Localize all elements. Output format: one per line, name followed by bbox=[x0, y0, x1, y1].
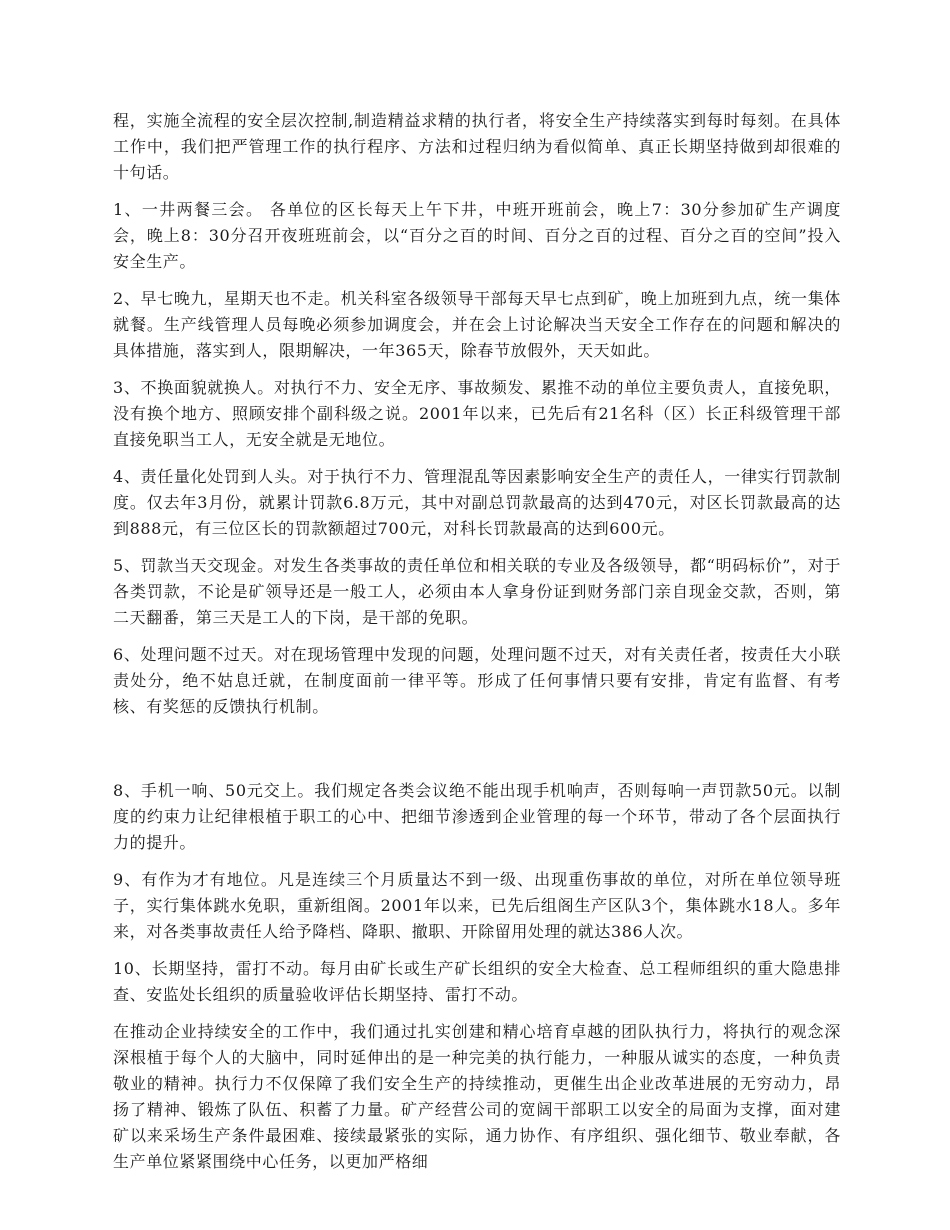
item-6-paragraph: 6、处理问题不过天。对在现场管理中发现的问题，处理问题不过天，对有关责任者，按责任大小联责处分，绝不姑息迁就，在制度面前一律平等。形成了任何事情只要有安排，肯定有监督、有考核、有奖惩的反馈执行机制。 bbox=[113, 645, 841, 716]
item-10-paragraph: 10、长期坚持，雷打不动。每月由矿长或生产矿长组织的安全大检查、总工程师组织的重大隐患排查、安监处长组织的质量验收评估长期坚持、雷打不动。 bbox=[113, 959, 841, 1004]
document-page bbox=[113, 108, 841, 1186]
item-2-paragraph: 2、早七晚九，星期天也不走。机关科室各级领导干部每天早七点到矿，晚上加班到九点，统一集体就餐。生产线管理人员每晚必须参加调度会，并在会上讨论解决当天安全工作存在的问题和解决的具体措施，落实到人，限期解决，一年365天，除春节放假外，天天如此。 bbox=[113, 289, 841, 360]
item-9-paragraph: 9、有作为才有地位。凡是连续三个月质量达不到一级、出现重伤事故的单位，对所在单位领导班子，实行集体跳水免职，重新组阁。2001年以来，已先后组阁生产区队3个，集体跳水18人。多年来，对各类事故责任人给予降档、降职、撤职、开除留用处理的就达386人次。 bbox=[113, 870, 841, 941]
item-3-paragraph: 3、不换面貌就换人。对执行不力、安全无序、事故频发、累推不动的单位主要负责人，直接免职，没有换个地方、照顾安排个副科级之说。2001年以来，已先后有21名科（区）长正科级管理干部直接免职当工人，无安全就是无地位。 bbox=[113, 378, 841, 449]
blank-gap bbox=[113, 731, 841, 778]
intro-paragraph: 程，实施全流程的安全层次控制,制造精益求精的执行者，将安全生产持续落实到每时每刻。在具体工作中，我们把严管理工作的执行程序、方法和过程归纳为看似简单、真正长期坚持做到却很难的十句话。 bbox=[113, 111, 841, 182]
item-4-paragraph: 4、责任量化处罚到人头。对于执行不力、管理混乱等因素影响安全生产的责任人，一律实行罚款制度。仅去年3月份，就累计罚款6.8万元，其中对副总罚款最高的达到470元，对区长罚款最高的达到888元，有三位区长的罚款额超过700元，对科长罚款最高的达到600元。 bbox=[113, 467, 841, 538]
item-1-paragraph: 1、一井两餐三会。 各单位的区长每天上午下井，中班开班前会，晚上7：30分参加矿生产调度会，晚上8：30分召开夜班班前会，以“百分之百的时间、百分之百的过程、百分之百的空间”投入安全生产。 bbox=[113, 200, 841, 271]
item-8-paragraph: 8、手机一响、50元交上。我们规定各类会议绝不能出现手机响声，否则每响一声罚款50元。以制度的约束力让纪律根植于职工的心中、把细节渗透到企业管理的每一个环节，带动了各个层面执行力的提升。 bbox=[113, 781, 841, 852]
item-5-paragraph: 5、罚款当天交现金。对发生各类事故的责任单位和相关联的专业及各级领导，都“明码标价”，对于各类罚款，不论是矿领导还是一般工人，必须由本人拿身份证到财务部门亲自现金交款，否则，第二天翻番，第三天是工人的下岗，是干部的免职。 bbox=[113, 556, 841, 627]
conclusion-paragraph: 在推动企业持续安全的工作中，我们通过扎实创建和精心培育卓越的团队执行力，将执行的观念深深根植于每个人的大脑中，同时延伸出的是一种完美的执行能力，一种服从诚实的态度，一种负责敬业的精神。执行力不仅保障了我们安全生产的持续推动，更催生出企业改革进展的无穷动力，昂扬了精神、锻炼了队伍、积蓄了力量。矿产经营公司的宽阔干部职工以安全的局面为支撑，面对建矿以来采场生产条件最困难、接续最紧张的实际，通力协作、有序组织、强化细节、敬业奉献，各生产单位紧紧围绕中心任务，以更加严格细 bbox=[113, 1022, 841, 1171]
